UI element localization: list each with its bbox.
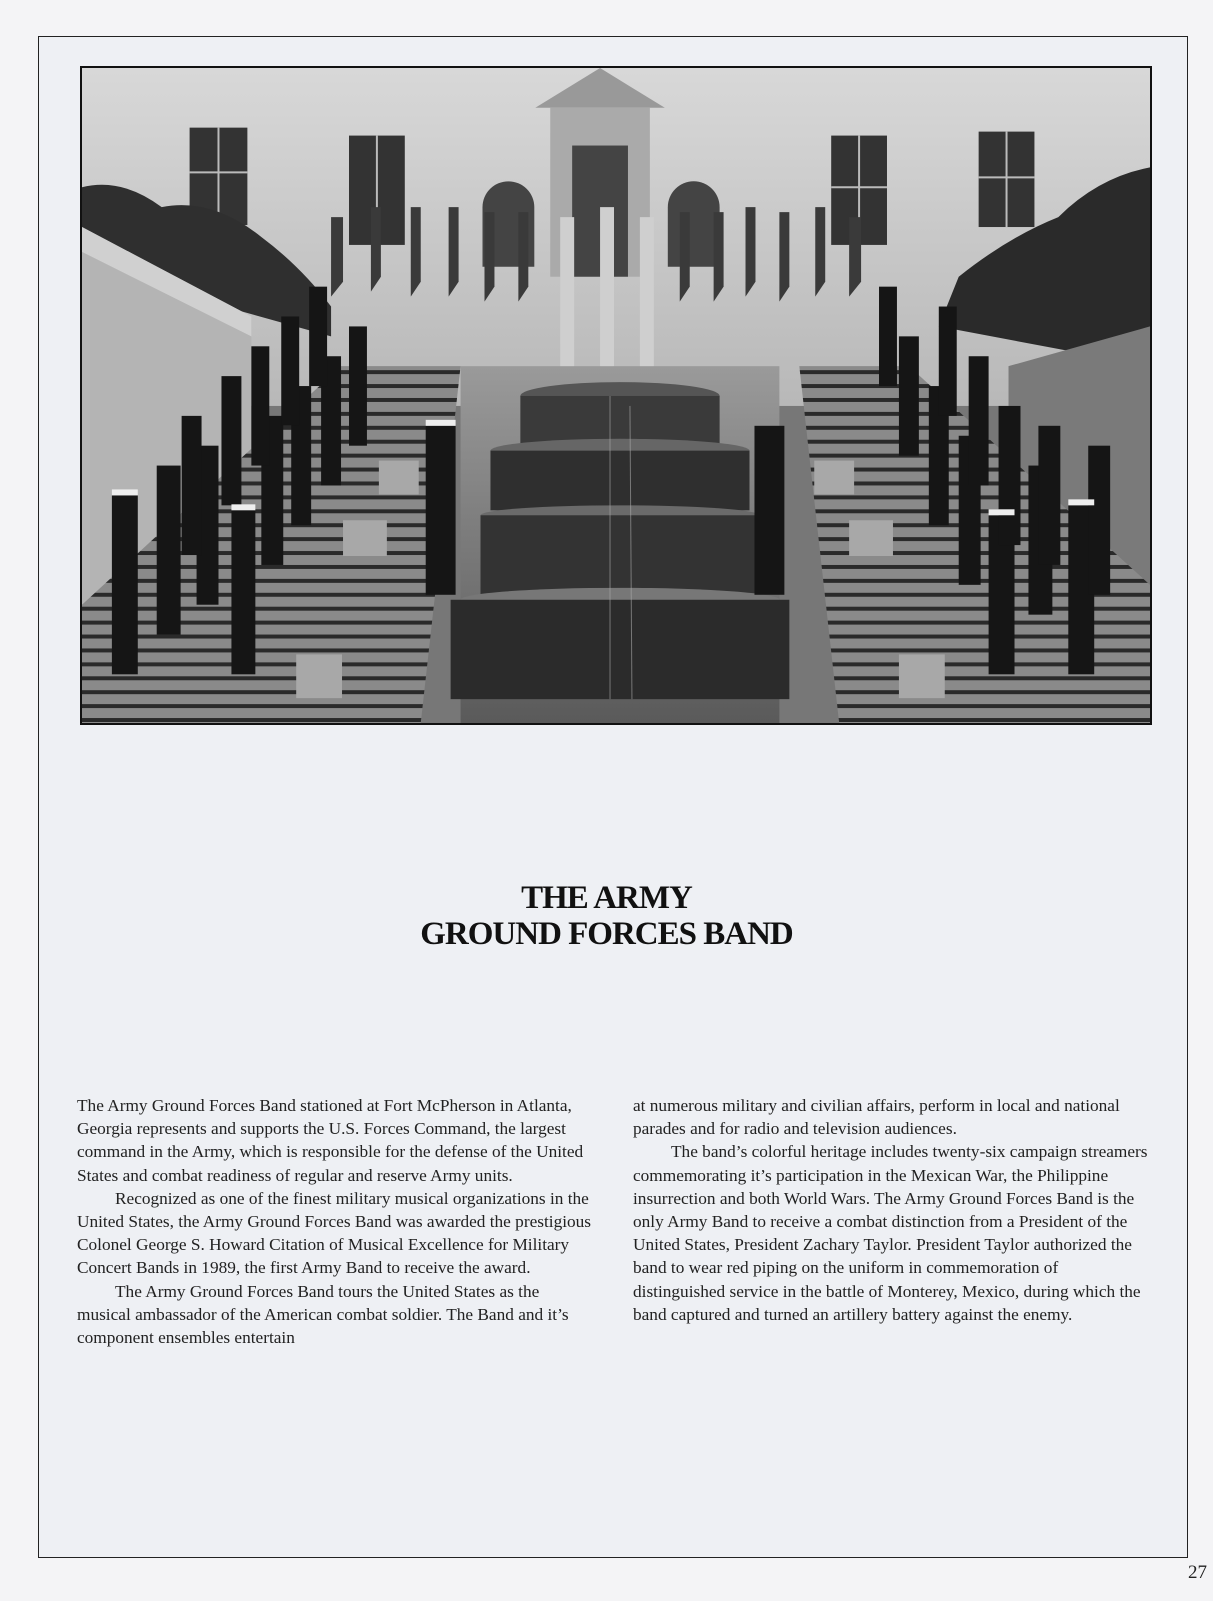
article-title xyxy=(0,880,1213,952)
band-photo-illustration xyxy=(82,68,1150,723)
page-number: 27 xyxy=(1188,1562,1207,1583)
paragraph: Recognized as one of the finest military musical organizations in the United States, the Army Ground Forces Band was awarded the prestigious Colonel George S. Howard Citation of Musical Excellence for Military Concert Bands in 1989, the first Army Band to receive the award. xyxy=(77,1188,592,1278)
paragraph: at numerous military and civilian affairs, perform in local and national parades and for radio and television audiences. xyxy=(633,1096,1120,1139)
band-photo xyxy=(80,66,1152,725)
body-column-right xyxy=(633,1094,1153,1326)
body-column-left xyxy=(77,1094,597,1349)
paragraph: The band’s colorful heritage includes twenty-six campaign streamers commemorating it’s participation in the Mexican War, the Philippine insurrection and both World Wars. The Army Ground Forces Band is the only Army Band to receive a combat distinction from a President of the United States, President Zachary Taylor. President Taylor authorized the band to wear red piping on the uniform in commemoration of distinguished service in the battle of Monterey, Mexico, during which the band captured and turned an artillery battery against the enemy. xyxy=(633,1142,1148,1324)
paragraph: The Army Ground Forces Band stationed at Fort McPherson in Atlanta, Georgia represents and supports the U.S. Forces Command, the largest command in the Army, which is responsible for the defense of the United States and combat readiness of regular and reserve Army units. xyxy=(77,1096,584,1185)
title-line-2: GROUND FORCES BAND xyxy=(420,916,793,953)
title-line-1: THE ARMY xyxy=(521,880,692,917)
paragraph: The Army Ground Forces Band tours the United States as the musical ambassador of the American combat soldier. The Band and it’s component ensembles entertain xyxy=(77,1281,569,1348)
